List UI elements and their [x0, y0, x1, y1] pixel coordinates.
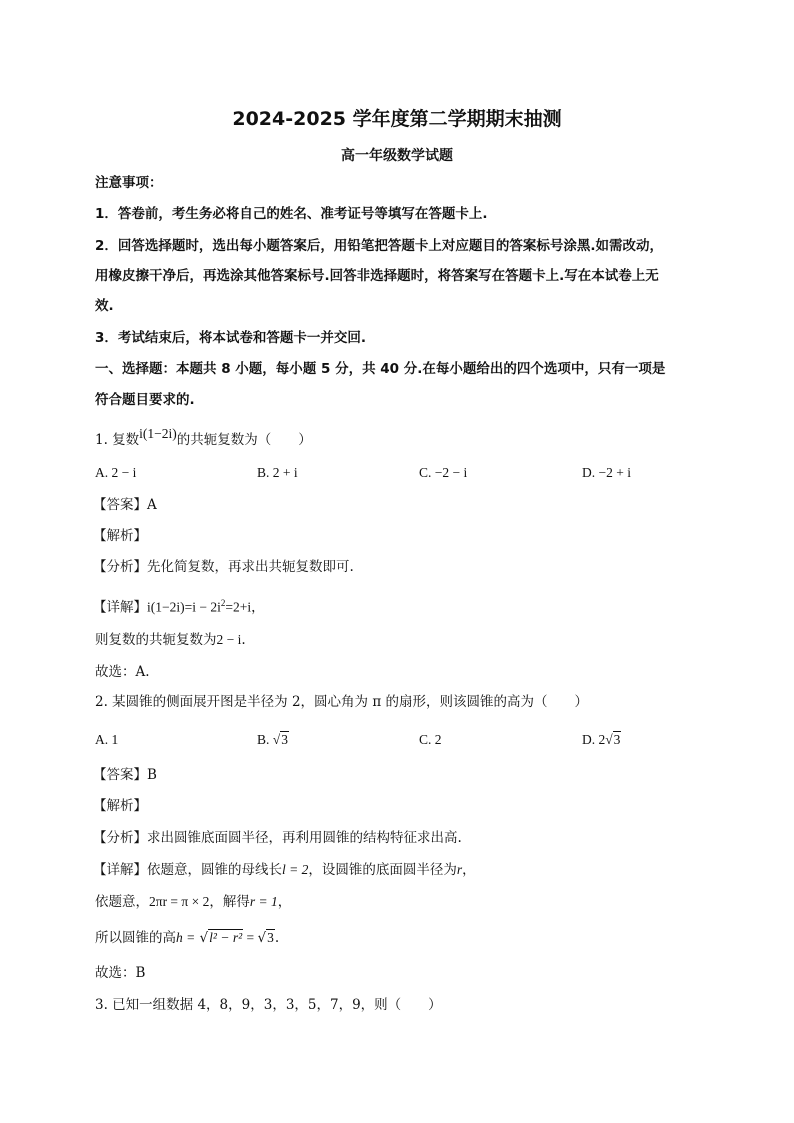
option-d: D. −2 + i [582, 465, 631, 480]
question-3-stem: 3. 已知一组数据 4，8，9，3，3，5，7，9，则（ ） [95, 997, 442, 1013]
option-b: B. √3 [257, 732, 288, 747]
notice-item: 效. [95, 298, 114, 314]
question-1-stem: 1. 复数i(1−2i)的共轭复数为（ ） [95, 426, 312, 448]
notice-item: 1．答卷前，考生务必将自己的姓名、准考证号等填写在答题卡上. [95, 206, 488, 222]
question-1-options [95, 463, 745, 483]
section-heading: 一、选择题：本题共 8 小题，每小题 5 分，共 40 分.在每小题给出的四个选项中，只有一项是 [95, 361, 666, 377]
step: 依题意，2πr = π × 2，解得r = 1， [95, 894, 292, 910]
option-d: D. 2√3 [582, 732, 621, 747]
detail: 【详解】$i(1-2i)=i - 2i^2=2+i$， [93, 598, 265, 616]
step: 所以圆锥的高h = √l² − r² = √3. [95, 930, 280, 946]
notice-item: 3．考试结束后，将本试卷和答题卡一并交回. [95, 330, 367, 346]
notice-item: 用橡皮擦干净后，再选涂其他答案标号.回答非选择题时，将答案写在答题卡上.写在本试卷上无 [95, 268, 659, 284]
page-title: 2024-2025 学年度第二学期期末抽测 [232, 108, 562, 130]
notice-heading: 注意事项： [95, 175, 163, 191]
analysis: 【分析】先化简复数，再求出共轭复数即可. [93, 559, 354, 575]
option-b: B. 2 + i [257, 465, 298, 480]
option-a: A. 1 [95, 732, 119, 747]
section-heading-cont: 符合题目要求的. [95, 392, 195, 408]
choose: 故选：B [95, 965, 146, 981]
page-subtitle: 高一年级数学试题 [341, 148, 453, 164]
question-2-options [95, 730, 745, 750]
analysis: 【分析】求出圆锥底面圆半径，再利用圆锥的结构特征求出高. [93, 830, 462, 846]
answer: 【答案】B [93, 767, 157, 783]
option-c: C. 2 [419, 732, 442, 747]
question-2-stem: 2. 某圆锥的侧面展开图是半径为 2，圆心角为 π 的扇形，则该圆锥的高为（ ） [95, 694, 589, 710]
conclusion: 则复数的共轭复数为2 − i. [95, 632, 246, 648]
detail: 【详解】依题意，圆锥的母线长l = 2，设圆锥的底面圆半径为r， [93, 862, 476, 878]
analysis-label: 【解析】 [93, 528, 147, 544]
notice-item: 2．回答选择题时，选出每小题答案后，用铅笔把答题卡上对应题目的答案标号涂黑.如需改动， [95, 238, 664, 254]
answer: 【答案】A [93, 497, 157, 513]
choose: 故选：A. [95, 664, 150, 680]
analysis-label: 【解析】 [93, 798, 147, 814]
option-c: C. −2 − i [419, 465, 468, 480]
option-a: A. 2 − i [95, 465, 137, 480]
